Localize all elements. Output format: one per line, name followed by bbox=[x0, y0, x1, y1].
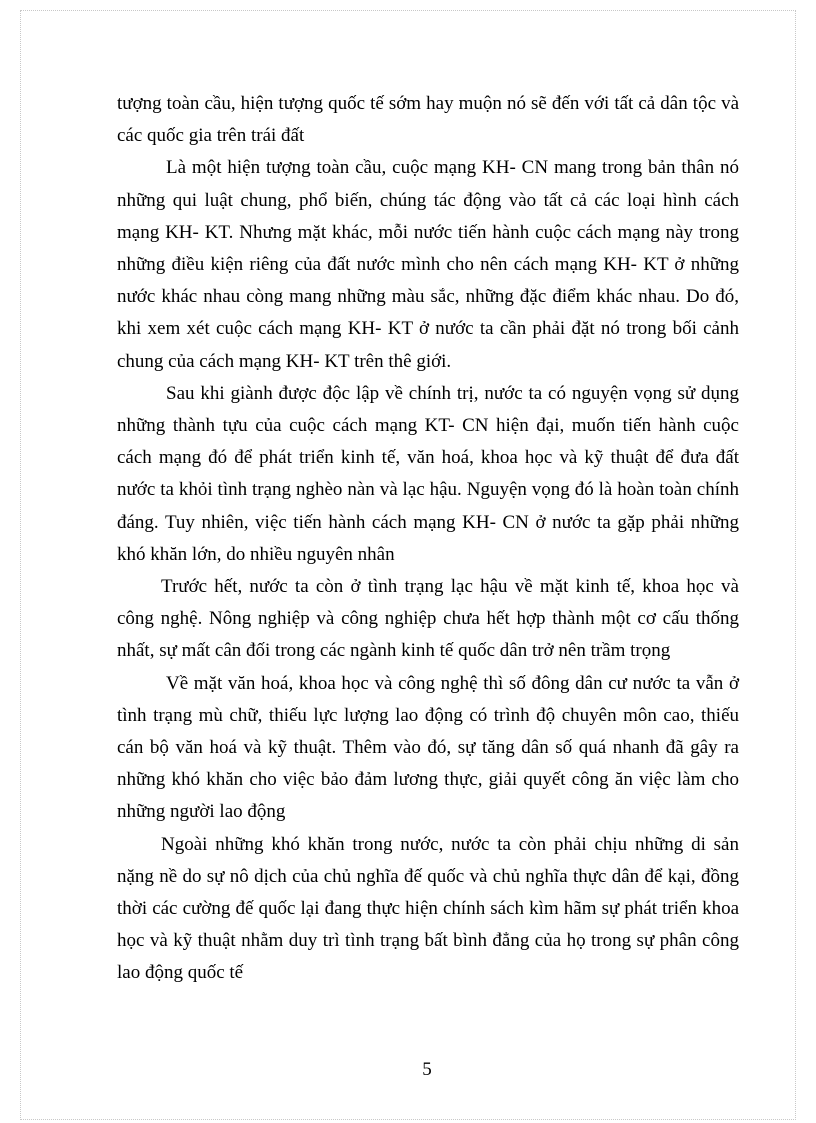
paragraph-6: Ngoài những khó khăn trong nước, nước ta còn phải chịu những di sản nặng nề do sự nô dịch của chủ nghĩa đế quốc và chủ nghĩa thực dân để kại, đồng thời các cường đế quốc lại đang thực hiện chính sách kìm hãm sự phát triển khoa học và kỹ thuật nhằm duy trì tình trạng bất bình đẳng của họ trong sự phân công lao động quốc tế bbox=[117, 833, 739, 984]
paragraph-2: Là một hiện tượng toàn cầu, cuộc mạng KH- CN mang trong bản thân nó những qui luật chung, phổ biến, chúng tác động vào tất cả các loại hình cách mạng KH- KT. Nhưng mặt khác, mỗi nước tiến hành cuộc cách mạng này trong những điều kiện riêng của đất nước mình cho nên cách mạng KH- KT ở những nước khác nhau còng mang những màu sắc, những đặc điểm khác nhau. Do đó, khi xem xét cuộc cách mạng KH- KT ở nước ta cần phải đặt nó trong bối cảnh chung của cách mạng KH- KT trên thê giới. bbox=[117, 157, 739, 372]
page-number: 5 bbox=[422, 1059, 432, 1080]
paragraph-5: Về mặt văn hoá, khoa học và công nghệ thì số đông dân cư nước ta vẫn ở tình trạng mù chữ, thiếu lực lượng lao động có trình độ chuyên môn cao, thiếu cán bộ văn hoá và kỹ thuật. Thêm vào đó, sự tăng dân số quá nhanh đã gây ra những khó khăn cho việc bảo đảm lương thực, giải quyết công ăn việc làm cho những người lao động bbox=[117, 672, 739, 823]
paragraph-4: Trước hết, nước ta còn ở tình trạng lạc hậu về mặt kinh tế, khoa học và công nghệ. Nông nghiệp và công nghiệp chưa hết hợp thành một cơ cấu thống nhất, sự mất cân đối trong các ngành kinh tế quốc dân trở nên trầm trọng bbox=[117, 576, 739, 662]
document-body bbox=[117, 88, 739, 990]
paragraph-1: tượng toàn cầu, hiện tượng quốc tế sớm hay muộn nó sẽ đến với tất cả dân tộc và các quốc gia trên trái đất bbox=[117, 93, 739, 147]
paragraph-3: Sau khi giành được độc lập về chính trị, nước ta có nguyện vọng sử dụng những thành tựu của cuộc cách mạng KT- CN hiện đại, muốn tiến hành cuộc cách mạng đó để phát triển kinh tế, văn hoá, khoa học và kỹ thuật để đưa đất nước ta khỏi tình trạng nghèo nàn và lạc hậu. Nguyện vọng đó là hoàn toàn chính đáng. Tuy nhiên, việc tiến hành cách mạng KH- CN ở nước ta gặp phải những khó khăn lớn, do nhiều nguyên nhân bbox=[117, 382, 739, 565]
